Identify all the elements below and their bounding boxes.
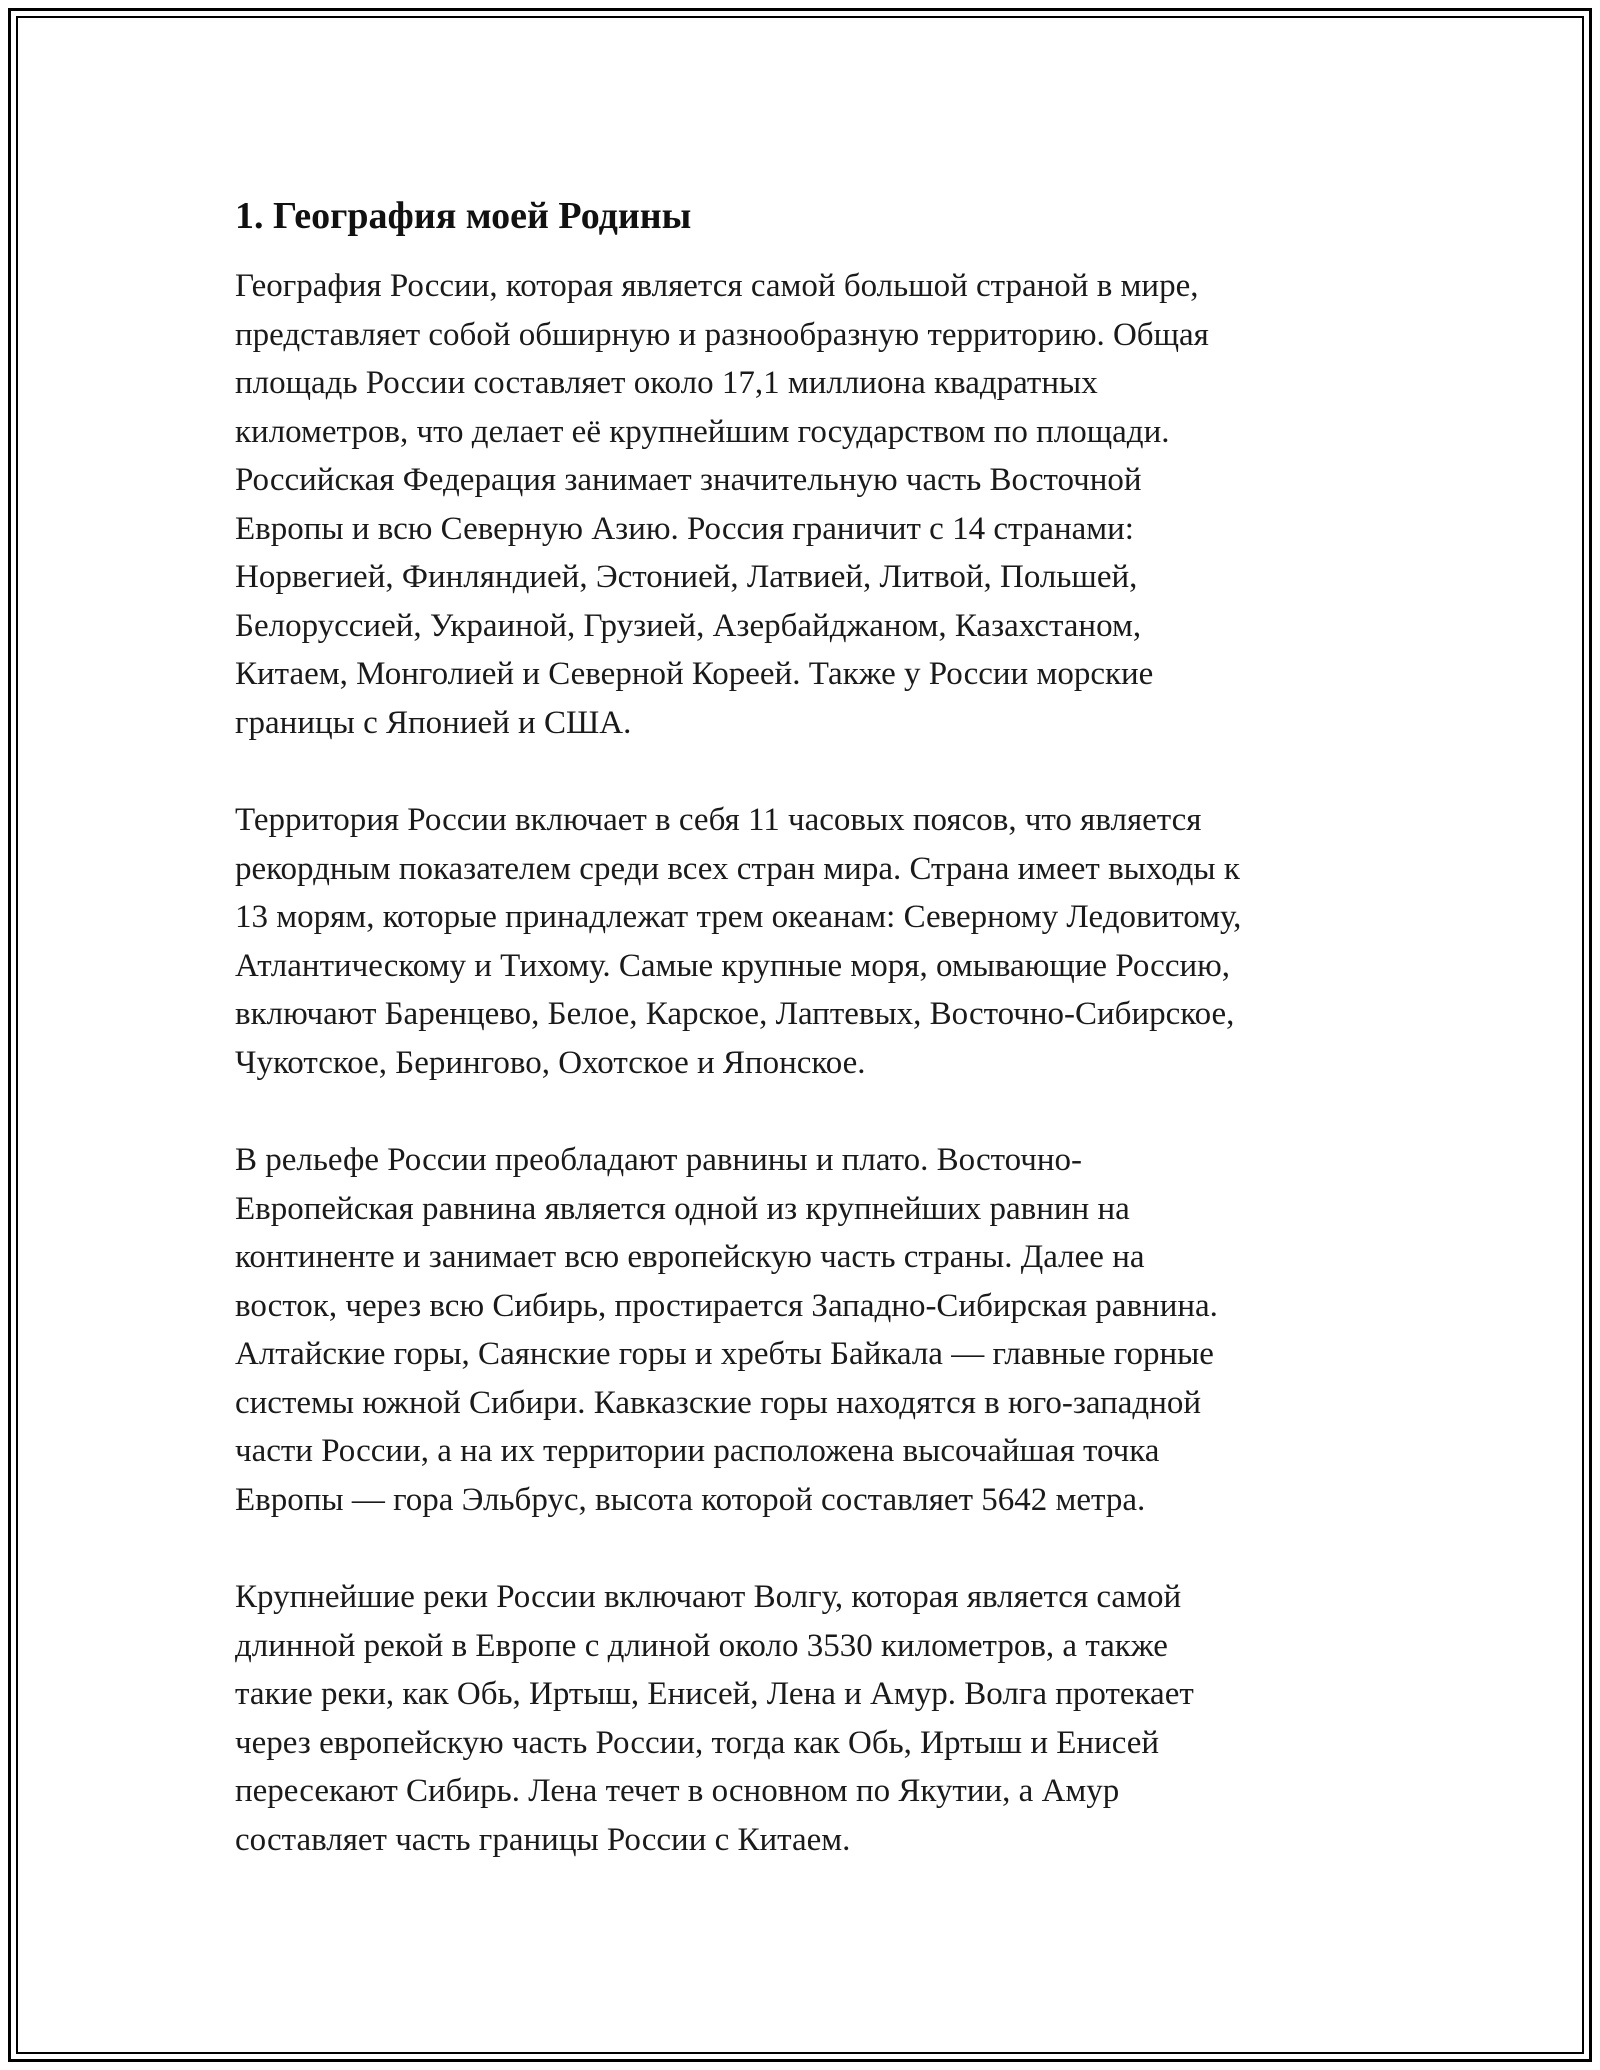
paragraph-rivers (235, 1573, 1385, 1864)
paragraph-relief (235, 1136, 1385, 1524)
text-line: 13 морям, которые принадлежат трем океанам: Северному Ледовитому, (235, 899, 1242, 935)
text-line: границы с Японией и США. (235, 704, 632, 741)
text-line: представляет собой обширную и разнообразную территорию. Общая (235, 316, 1209, 353)
text-line: Китаем, Монголией и Северной Кореей. Также у России морские (235, 656, 1154, 692)
text-line: части России, а на их территории расположена высочайшая точка (235, 1433, 1160, 1469)
text-line: восток, через всю Сибирь, простирается Западно-Сибирская равнина. (235, 1287, 1218, 1324)
paragraph-geography-overview (235, 262, 1385, 747)
text-line: В рельефе России преобладают равнины и плато. Восточно- (235, 1142, 1082, 1178)
text-line: километров, что делает её крупнейшим государством по площади. (235, 413, 1170, 450)
text-line: площадь России составляет около 17,1 миллиона квадратных (235, 365, 1098, 401)
text-line: Норвегией, Финляндией, Эстонией, Латвией, Литвой, Польшей, (235, 559, 1138, 595)
text-line: Атлантическому и Тихому. Самые крупные моря, омывающие Россию, (235, 947, 1231, 984)
document-page (235, 188, 1385, 1913)
text-line: составляет часть границы России с Китаем. (235, 1821, 851, 1858)
text-line: Территория России включает в себя 11 часовых поясов, что является (235, 802, 1202, 838)
text-line: Европейская равнина является одной из крупнейших равнин на (235, 1190, 1130, 1227)
text-line: Алтайские горы, Саянские горы и хребты Байкала — главные горные (235, 1336, 1214, 1372)
text-line: такие реки, как Обь, Иртыш, Енисей, Лена и Амур. Волга протекает (235, 1676, 1194, 1712)
text-line: География России, которая является самой большой страной в мире, (235, 268, 1199, 304)
text-line: через европейскую часть России, тогда как Обь, Иртыш и Енисей (235, 1724, 1160, 1761)
page-title: 1. География моей Родины (235, 195, 692, 237)
text-line: включают Баренцево, Белое, Карское, Лаптевых, Восточно-Сибирское, (235, 996, 1235, 1032)
text-line: рекордным показателем среди всех стран мира. Страна имеет выходы к (235, 850, 1240, 887)
text-line: Европы и всю Северную Азию. Россия граничит с 14 странами: (235, 510, 1134, 547)
text-line: континенте и занимает всю европейскую часть страны. Далее на (235, 1239, 1145, 1275)
text-line: Чукотское, Берингово, Охотское и Японское. (235, 1044, 866, 1081)
text-line: Белоруссией, Украиной, Грузией, Азербайджаном, Казахстаном, (235, 607, 1142, 644)
text-line: Европы — гора Эльбрус, высота которой составляет 5642 метра. (235, 1481, 1146, 1518)
text-line: Российская Федерация занимает значительную часть Восточной (235, 462, 1142, 498)
text-line: пересекают Сибирь. Лена течет в основном по Якутии, а Амур (235, 1773, 1120, 1809)
text-line: Крупнейшие реки России включают Волгу, которая является самой (235, 1579, 1182, 1615)
text-line: длинной рекой в Европе с длиной около 3530 километров, а также (235, 1627, 1168, 1664)
text-line: системы южной Сибири. Кавказские горы находятся в юго-западной (235, 1384, 1202, 1421)
paragraph-time-zones-seas (235, 796, 1385, 1087)
